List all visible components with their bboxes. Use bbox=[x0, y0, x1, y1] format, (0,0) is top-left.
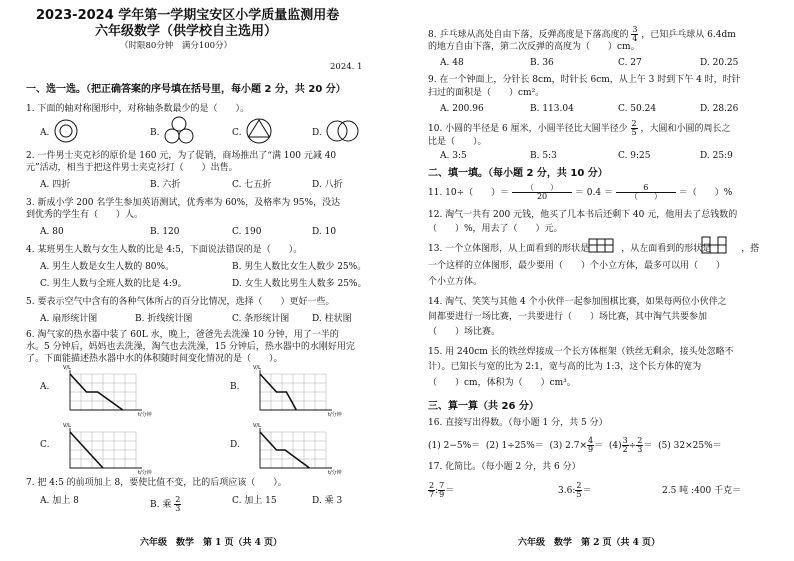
question-14-line-3: （ ）场比赛。 bbox=[428, 327, 501, 337]
q17-item-1: $\frac{2}{7}$ : $\frac{7}{9}$ ＝ bbox=[429, 481, 455, 499]
q1-figure-a bbox=[54, 119, 80, 145]
q10-option-b: B. 5:3 bbox=[530, 151, 557, 161]
section-1-heading: 一、选一选。（把正确答案的序号填在括号里，每小题 2 分，共 20 分） bbox=[26, 84, 346, 95]
q16-4-fraction-1: $\frac{3}{2}$ bbox=[622, 436, 628, 454]
q1-option-a: A. bbox=[40, 128, 50, 138]
question-13-line-2: 一个这样的立体图形，最少要用（ ）个小立方体，最多可以用（ ） bbox=[428, 261, 726, 271]
q1-option-d: D. bbox=[312, 128, 322, 138]
q6-option-a: A. bbox=[40, 382, 50, 392]
q2-option-c: C. 七五折 bbox=[232, 180, 272, 190]
x-axis-label: t/分钟 bbox=[138, 470, 152, 476]
q3-option-a: A. 80 bbox=[40, 227, 64, 237]
question-9-line-2: 扫过的面积是（ ）cm²。 bbox=[428, 88, 545, 98]
q17-1-fraction-2: $\frac{7}{9}$ bbox=[439, 481, 445, 499]
exam-timing: （时限80分钟 满分100分） bbox=[120, 41, 233, 51]
left-view-icon bbox=[701, 236, 729, 254]
q6-option-c: C. bbox=[40, 440, 50, 450]
y-axis-label: V/L bbox=[253, 365, 261, 371]
q3-option-b: B. 120 bbox=[150, 227, 180, 237]
exam-subtitle: 六年级数学（供学校自主选用） bbox=[95, 24, 278, 39]
top-view-icon bbox=[588, 238, 618, 254]
x-axis-label: t/分钟 bbox=[328, 470, 342, 476]
question-13-line-1: 13. 一个立体图形，从上面看到的形状是 ，从左面看到的形状是 ，搭 bbox=[428, 244, 760, 254]
section-3-heading: 三、算一算（共 26 分） bbox=[428, 401, 539, 412]
axes bbox=[260, 428, 332, 468]
q1-option-c: C. bbox=[232, 128, 242, 138]
x-axis-label: t/分钟 bbox=[138, 412, 152, 418]
q7-option-c: C. 加上 15 bbox=[232, 496, 277, 506]
q6-graph-a bbox=[62, 366, 154, 420]
q4-option-b: B. 男生人数比女生人数少 25%。 bbox=[232, 262, 367, 272]
q9-option-a: A. 200.96 bbox=[440, 104, 484, 114]
q16-4-fraction-2: $\frac{2}{3}$ bbox=[637, 436, 643, 454]
q1-option-b: B. bbox=[150, 128, 160, 138]
q3-option-c: C. 190 bbox=[232, 227, 262, 237]
q4-option-d: D. 女生人数比男生人数多 25%。 bbox=[232, 279, 367, 289]
question-16-items: (1) 2−5%＝ (2) 1÷25%＝ (3) 2.7× $\frac{4}{9}$ ＝ (4) $\frac{3}{2}$ ÷ $\frac{2}{3}$ ＝ (5) 32×25%＝ bbox=[428, 436, 722, 454]
q10-option-a: A. 3:5 bbox=[440, 151, 467, 161]
y-axis-label: V/L bbox=[63, 423, 71, 429]
question-15-line-2: 计）。已知长与宽的比为 2:1，宽与高的比为 1:3，这个长方体的宽为 bbox=[428, 362, 702, 372]
q2-option-a: A. 四折 bbox=[40, 180, 71, 190]
question-2-line-2: 元”活动，相当于把这件男士夹克衫打（ ）出售。 bbox=[26, 163, 238, 173]
q10-fraction: $\frac{2}{5}$ bbox=[631, 119, 637, 137]
question-7: 7. 把 4:5 的前项加上 8，要使比值不变，比的后项应该（ ）。 bbox=[26, 478, 287, 488]
q8-option-a: A. 48 bbox=[440, 58, 464, 68]
q5-option-c: C. 条形统计图 bbox=[232, 314, 290, 324]
x-axis-label: t/分钟 bbox=[328, 412, 342, 418]
q9-option-c: C. 50.24 bbox=[618, 104, 657, 114]
q5-option-a: A. 扇形统计图 bbox=[40, 314, 98, 324]
q5-option-d: D. 柱状图 bbox=[312, 314, 352, 324]
question-15-line-1: 15. 用 240cm 长的铁丝焊接成一个长方体框架（铁丝无剩余，接头处忽略不 bbox=[428, 347, 734, 357]
q6-option-d: D. bbox=[230, 440, 240, 450]
q7-option-b: B. 乘 $\frac{2}{3}$ bbox=[150, 495, 181, 513]
question-12-line-1: 12. 淘气一共有 200 元钱，他买了几本书后还剩下 40 元，他用去了总钱数的 bbox=[428, 210, 738, 220]
q17-item-3: 2.5 吨 :400 千克＝ bbox=[662, 486, 742, 496]
q11-fraction-2: $\frac{6}{( )}$ bbox=[616, 184, 676, 201]
question-15-line-3: （ ）cm，体积为（ ）cm³。 bbox=[428, 378, 576, 388]
q5-option-b: B. 折线统计图 bbox=[135, 314, 193, 324]
question-4: 4. 某班男生人数与女生人数的比是 4:5，下面说法错误的是（ ）。 bbox=[26, 245, 303, 255]
y-axis-label: V/L bbox=[253, 423, 261, 429]
q8-option-d: D. 20.25 bbox=[700, 58, 739, 68]
question-12-line-2: （ ）%，用去了（ ）元。 bbox=[428, 224, 563, 234]
q16-3-fraction: $\frac{4}{9}$ bbox=[587, 436, 594, 454]
page-1-footer: 六年级 数学 第 1 页（共 4 页） bbox=[140, 538, 283, 548]
q6-graph-b bbox=[252, 366, 344, 420]
exam-date: 2024. 1 bbox=[330, 62, 363, 72]
exam-title: 2023-2024 学年第一学期宝安区小学质量监测用卷 bbox=[36, 8, 340, 23]
q2-option-b: B. 六折 bbox=[150, 180, 181, 190]
question-11: 11. 10÷（ ）＝ $\frac{( )}{20}$ ＝ 0.4 ＝ $\frac{6}{( )}$ ＝（ ）% bbox=[428, 183, 733, 201]
q9-option-d: D. 28.26 bbox=[700, 104, 739, 114]
page-2 bbox=[400, 0, 794, 561]
q6-option-b: B. bbox=[230, 382, 240, 392]
question-16: 16. 直接写出得数。（每小题 1 分，共 5 分） bbox=[428, 418, 608, 428]
q4-option-c: C. 男生人数与全班人数的比是 4:9。 bbox=[40, 279, 187, 289]
q8-option-b: B. 36 bbox=[530, 58, 554, 68]
question-5: 5. 要表示空气中含有的各种气体所占的百分比情况，选择（ ）更好一些。 bbox=[26, 297, 335, 307]
question-2-line-1: 2. 一件男士夹克衫的原价是 160 元，为了促销，商场推出了“满 100 元减 40 bbox=[26, 151, 337, 161]
question-13-line-3: 个小立方体。 bbox=[428, 277, 483, 287]
y-axis-label: V/L bbox=[63, 365, 71, 371]
question-8-line-1: 8. 乒乓球从高处自由下落，反弹高度是下落高度的 $\frac{3}{4}$ ，已知乒乓球从 6.4dm bbox=[428, 25, 736, 43]
q4-option-a: A. 男生人数是女生人数的 80%。 bbox=[40, 262, 175, 272]
q17-item-2: 3.6: $\frac{2}{5}$ ＝ bbox=[558, 481, 592, 499]
q9-option-b: B. 113.04 bbox=[530, 104, 574, 114]
question-10-line-2: 比是（ ）。 bbox=[428, 137, 487, 147]
q7-option-b-fraction: $\frac{2}{3}$ bbox=[175, 495, 181, 513]
q1-figure-c bbox=[246, 118, 274, 146]
q3-option-d: D. 10 bbox=[312, 227, 337, 237]
question-6-line-3: 了。下面能描述热水器中水的体积随时间变化情况的是（ ）。 bbox=[26, 354, 283, 364]
q17-1-fraction-1: $\frac{2}{7}$ bbox=[429, 481, 435, 499]
question-6-line-1: 6. 淘气家的热水器中装了 60L 水，晚上，爸爸先去洗澡 10 分钟，用了一半的 bbox=[26, 330, 339, 340]
q2-option-d: D. 八折 bbox=[312, 180, 343, 190]
question-3-line-2: 到优秀的学生有（ ）人。 bbox=[26, 210, 144, 220]
q17-2-fraction: $\frac{2}{5}$ bbox=[576, 481, 582, 499]
axes bbox=[260, 370, 332, 410]
q8-option-c: C. 27 bbox=[618, 58, 642, 68]
question-9-line-1: 9. 在一个钟面上，分针长 8cm，时针长 6cm，从上午 3 时到下午 4 时，时针 bbox=[428, 75, 741, 85]
q1-figure-b bbox=[164, 117, 194, 145]
q7-option-d: D. 乘 3 bbox=[312, 496, 343, 506]
q10-option-d: D. 25:9 bbox=[700, 151, 733, 161]
q11-fraction-1: $\frac{( )}{20}$ bbox=[512, 184, 572, 201]
q6-graph-d bbox=[252, 424, 344, 478]
question-14-line-2: 间都要进行一场比赛，一共要进行（ ）场比赛，其中淘气共要参加 bbox=[428, 312, 708, 322]
question-3-line-1: 3. 新成小学 200 名学生参加英语测试，优秀率为 60%，及格率为 95%，没达 bbox=[26, 198, 341, 208]
q1-figure-d bbox=[326, 120, 360, 144]
section-2-heading: 二、填一填。（每小题 2 分，共 10 分） bbox=[428, 168, 608, 179]
question-6-line-2: 水。5 分钟后，妈妈也去洗澡，淘气也去洗澡，15 分钟后，热水器中的水刚好用完 bbox=[26, 342, 355, 352]
question-10-line-1: 10. 小圆的半径是 6 厘米，小圆半径比大圆半径少 $\frac{2}{5}$ ，大圆和小圆的周长之 bbox=[428, 119, 731, 137]
q10-option-c: C. 9:25 bbox=[618, 151, 651, 161]
question-1: 1. 下面的轴对称图形中，对称轴条数最少的是（ ）。 bbox=[26, 104, 249, 114]
q6-graph-c bbox=[62, 424, 154, 478]
q7-option-a: A. 加上 8 bbox=[40, 496, 79, 506]
question-8-line-2: 的地方自由下落，第二次反弹的高度为（ ）cm。 bbox=[428, 42, 640, 52]
page-2-footer: 六年级 数学 第 2 页（共 4 页） bbox=[518, 538, 661, 548]
page-1 bbox=[0, 0, 392, 561]
question-17: 17. 化简比。（每小题 2 分，共 6 分） bbox=[428, 462, 581, 472]
q8-fraction: $\frac{3}{4}$ bbox=[632, 25, 638, 43]
question-14-line-1: 14. 淘气、笑笑与其他 4 个小伙伴一起参加围棋比赛，如果每两位小伙伴之 bbox=[428, 297, 727, 307]
